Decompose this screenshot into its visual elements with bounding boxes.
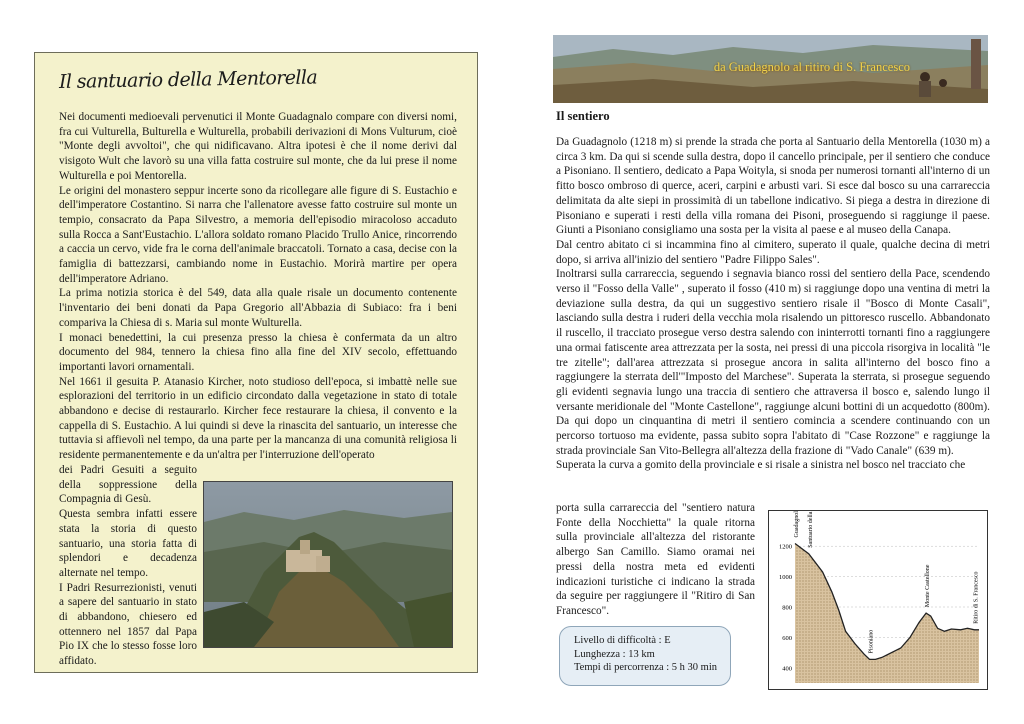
- location-label: Guadagnolo: [794, 511, 800, 538]
- y-tick-label: 400: [782, 665, 792, 673]
- location-label: Monte Castellone: [925, 564, 932, 608]
- banner-title: da Guadagnolo al ritiro di S. Francesco: [713, 60, 910, 74]
- elevation-profile-chart: [768, 510, 988, 690]
- trail-info-box: [559, 626, 731, 686]
- difficulty-level: Livello di difficoltà : E: [574, 635, 671, 646]
- y-tick-label: 800: [782, 604, 792, 612]
- walking-time: Tempi di percorrenza : 5 h 30 min: [574, 662, 718, 673]
- sanctuary-photo: [203, 481, 453, 648]
- y-tick-label: 1000: [779, 574, 792, 582]
- location-label: Santuario della Mentorella: [807, 511, 814, 548]
- elevation-area: [795, 544, 979, 684]
- history-text-continued: dei Padri Gesuiti a seguito della soppressione della Compagnia di Gesù. Questa sembra infatti essere stata la storia di questo santuario, una storia fatta di splendori e decadenza alternate nel tempo. I Padri Resurrezionisti, venuti a sapere del santuario in stato di abbandono, chiesero ed ottennero nel 1857 dal Papa Pio IX che lo stesso fosse loro affidato.: [59, 464, 197, 668]
- section-heading: Il sentiero: [556, 109, 610, 123]
- location-label: Pisoniano: [868, 629, 875, 654]
- header-banner: [553, 35, 988, 103]
- history-text: Nei documenti medioevali pervenutici il Monte Guadagnalo compare con diversi nomi, fra cui Vulturella, Bulturella e Wulturella, probabili derivazioni di Mons Vulturum, cioè "Monte degli avvoltoi", che qui nidificavano. Altra ipotesi è che il nome derivi dal visigoto Wult che lavorò su una villa fatta costruire sul monte, che da lui prese il nome Wulturella e poi Mentorella. Le origini del monastero seppur incerte sono da ricollegare alle figure di S. Eustachio e dell'imperatore Costantino. Si narra che l'allenatore avesse fatto costruire sul monte un tempio, consacrato da Papa Silvestro, a memoria dell'episodio miracoloso accaduto sulla Rocca a Sant'Eustachio. L'allora soldato romano Placido Trullo Anice, rincorrendo a caccia un cervo, vide fra le corna dell'animale braccatoli. Tornato a casa, decise con la famiglia di battezzarsi, cambiando nome in Eustachio. Morirà martire per opera dell'imperatore Adriano. La prima notizia storica è del 549, data alla quale risale un documento contenente l'inventario dei beni donati da Papa Gregorio all'Abbazia di Subiaco: fra i beni compariva la Chiesa di s. Maria sul monte Wulturella. I monaci benedettini, la cui presenza presso la chiesa è confermata da un altro documento del 984, tennero la chiesa fino alla fine del XIV secolo, effettuando importanti lavori ornamentali. Nel 1661 il gesuita P. Atanasio Kircher, noto studioso dell'epoca, si imbattè nelle sue esplorazioni del territorio in un edificio circondato dalla vegetazione in stato di totale abbandono e decise di restaurarlo. Kircher fece restaurare la chiesa, il convento e la cappella di S. Eustachio. A lui quindi si deve la rinascita del santuario, un interesse che tuttavia si affievolì nel tempo, da una parte per la mancanza di una comunità religiosa li residente permanentemente e da un'altra per l'interruzione dell'operato: [59, 111, 457, 462]
- trail-length: Lunghezza : 13 km: [574, 648, 655, 660]
- trail-description-continued: porta sulla carrareccia del "sentiero natura Fonte della Nocchietta" la quale ritorna sulla provinciale all'altezza del ristorante albergo San Camillo. Siamo oramai nei pressi della nostra meta ed evidenti indicazioni turistiche ci indicano la strada da seguire per raggiungere il "Ritiro di San Francesco".: [556, 502, 755, 617]
- trail-description: Da Guadagnolo (1218 m) si prende la strada che porta al Santuario della Mentorella (1030 m) a circa 3 km. Da qui si scende sulla destra, dopo il cancello principale, per il sentiero che conduce a Pisoniano. Il sentiero, dedicato a Papa Woityla, si snoda per numerosi tornanti all'interno di un fitto bosco ombroso di querce, aceri, carpini e arbusti vari. Si esce dal bosco su una carrareccia delimitata da alte siepi in prossimità di un tabellone indicativo. Si piega a destra in direzione di Pisoniano e superati i resti della villa romana dei Pisoni, proseguendo si raggiunge il paese. Giunti a Pisoniano consigliamo una sosta per la visita al paese e al museo della Canapa. Dal centro abitato ci si incammina fino al cimitero, superato il quale, qualche decina di metri dopo, si arriva all'inizio del sentiero "Padre Filippo Sales". Inoltrarsi sulla carrareccia, seguendo i segnavia bianco rossi del sentiero della Pace, scendendo verso il "Fosso della Valle" , superato il fosso (410 m) si raggiunge dopo una ventina di metri la deviazione sulla destra, da qui un suggestivo sentiero risale il "Bosco di Monte Casali", lasciando sulla destra i ruderi della vecchia mola risalendo un pittoresco ruscello. Abbandonato il ruscello, il tracciato prosegue verso destra salendo con ininterrotti tornanti fino a raggiungere una ormai fatiscente area attrezzata per la sosta, nei pressi di una piccola risorgiva in località "le tre zitelle"; dall'area attrezzata si prosegue ancora in salita all'interno del bosco fino a raggiungere la sterrata dell'"Imposto del Marchese". Superata la sterrata, si prosegue seguendo gli evidenti segnavia lungo una traccia di sentiero che attraversa il bosco e, salendo lungo il versante meridionale del "Monte Castellone", raggiunge alcuni bottini di un acquedotto (800m). Da qui dopo un cinquantina di metri il sentiero comincia a scendere continuando con un percorso tortuoso ma evidente, passa subito sopra l'abitato di "Case Rozzone" e raggiunge la strada provinciale San Vito-Bellegra all'altezza della frazione di "Vado Canale" (639 m). Superata la curva a gomito della provinciale e si risale a sinistra nel bosco nel tracciato che: [556, 136, 990, 472]
- y-tick-label: 1200: [779, 543, 792, 551]
- elevation-profile-svg: [769, 511, 987, 689]
- y-tick-label: 600: [782, 634, 792, 642]
- sanctuary-illustration: [204, 482, 452, 647]
- location-label: Ritiro di S. Francesco: [973, 571, 980, 624]
- left-page-panel: [34, 52, 478, 673]
- page-title: Il santuario della Mentorella: [58, 66, 318, 93]
